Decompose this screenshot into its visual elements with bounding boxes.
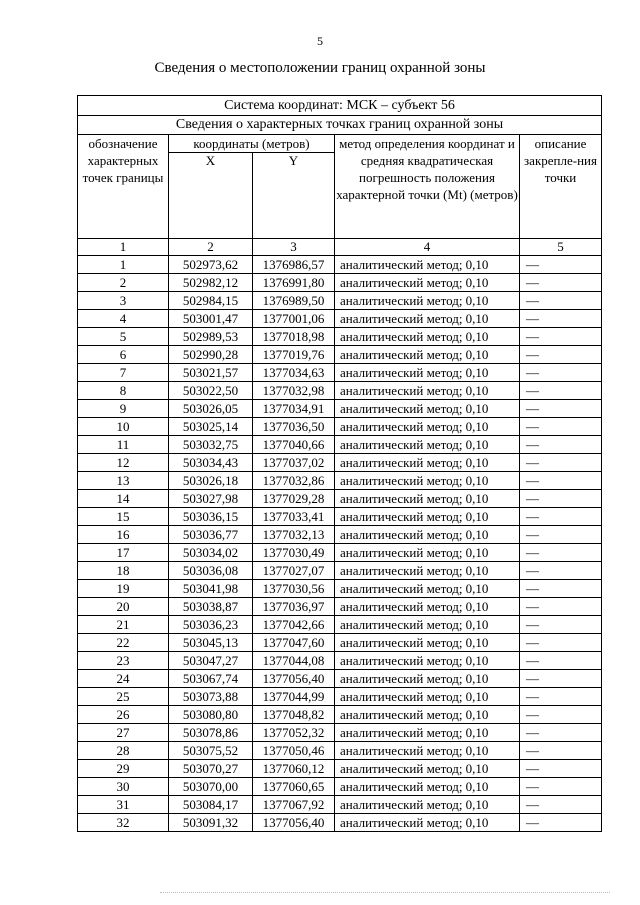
point-number-cell: 13 [78,472,169,490]
method-cell: аналитический метод; 0,10 [335,364,520,382]
point-number-cell: 28 [78,742,169,760]
y-header: Y [253,153,335,239]
y-coordinate-cell: 1377047,60 [253,634,335,652]
document-title: Сведения о местоположении границ охранной зоны [154,60,486,76]
table-row [78,256,602,274]
point-number-cell: 12 [78,454,169,472]
table-row [78,274,602,292]
point-number-cell: 26 [78,706,169,724]
y-coordinate-cell: 1377032,86 [253,472,335,490]
x-coordinate-cell: 503047,27 [169,652,253,670]
fixing-description-cell: — [520,580,602,598]
table-row [78,814,602,832]
method-cell: аналитический метод; 0,10 [335,454,520,472]
point-number-cell: 20 [78,598,169,616]
fixing-description-cell: — [520,562,602,580]
x-coordinate-cell: 503022,50 [169,382,253,400]
method-cell: аналитический метод; 0,10 [335,562,520,580]
fixing-description-cell: — [520,472,602,490]
y-coordinate-cell: 1377037,02 [253,454,335,472]
method-cell: аналитический метод; 0,10 [335,670,520,688]
table-row [78,670,602,688]
y-coordinate-cell: 1376991,80 [253,274,335,292]
fixing-description-cell: — [520,454,602,472]
table-row [78,490,602,508]
y-coordinate-cell: 1377036,50 [253,418,335,436]
method-cell: аналитический метод; 0,10 [335,616,520,634]
method-cell: аналитический метод; 0,10 [335,760,520,778]
fixing-description-cell: — [520,310,602,328]
point-number-cell: 22 [78,634,169,652]
y-coordinate-cell: 1377032,98 [253,382,335,400]
point-number-cell: 21 [78,616,169,634]
method-cell: аналитический метод; 0,10 [335,508,520,526]
table-row [78,454,602,472]
y-coordinate-cell: 1377044,99 [253,688,335,706]
fixing-description-cell: — [520,760,602,778]
x-coordinate-cell: 503036,08 [169,562,253,580]
y-coordinate-cell: 1376989,50 [253,292,335,310]
method-cell: аналитический метод; 0,10 [335,346,520,364]
fixing-description-cell: — [520,508,602,526]
y-coordinate-cell: 1377027,07 [253,562,335,580]
point-number-cell: 5 [78,328,169,346]
fixing-description-cell: — [520,688,602,706]
coordinates-header: координаты (метров) [169,135,335,153]
method-cell: аналитический метод; 0,10 [335,688,520,706]
x-coordinate-cell: 503038,87 [169,598,253,616]
x-coordinate-cell: 503021,57 [169,364,253,382]
x-coordinate-cell: 503025,14 [169,418,253,436]
points-info-header: Сведения о характерных точках границ охранной зоны [78,116,602,135]
fixing-description-cell: — [520,670,602,688]
table-row [78,580,602,598]
table-row [78,688,602,706]
table-row [78,778,602,796]
y-coordinate-cell: 1377060,12 [253,760,335,778]
table-row [78,724,602,742]
method-cell: аналитический метод; 0,10 [335,544,520,562]
point-number-cell: 27 [78,724,169,742]
point-number-cell: 32 [78,814,169,832]
fixing-description-cell: — [520,598,602,616]
x-coordinate-cell: 503034,02 [169,544,253,562]
y-coordinate-cell: 1377030,56 [253,580,335,598]
point-number-cell: 7 [78,364,169,382]
fixing-description-cell: — [520,616,602,634]
x-coordinate-cell: 503036,23 [169,616,253,634]
coordinates-table [77,95,602,832]
fixing-description-cell: — [520,490,602,508]
method-cell: аналитический метод; 0,10 [335,328,520,346]
table-row [78,382,602,400]
table-row [78,346,602,364]
point-number-cell: 6 [78,346,169,364]
table-row [78,760,602,778]
method-cell: аналитический метод; 0,10 [335,580,520,598]
x-coordinate-cell: 503041,98 [169,580,253,598]
table-row [78,562,602,580]
y-coordinate-cell: 1377056,40 [253,814,335,832]
x-coordinate-cell: 503026,18 [169,472,253,490]
y-coordinate-cell: 1377056,40 [253,670,335,688]
fixing-description-cell: — [520,418,602,436]
column-number: 3 [253,239,335,256]
method-header: метод определения координат и средняя квадратическая погрешность положения характерной точки (Mt) (метров) [335,135,520,239]
x-coordinate-cell: 503001,47 [169,310,253,328]
method-cell: аналитический метод; 0,10 [335,400,520,418]
method-cell: аналитический метод; 0,10 [335,256,520,274]
fixing-description-cell: — [520,256,602,274]
x-coordinate-cell: 503045,13 [169,634,253,652]
point-number-cell: 10 [78,418,169,436]
fixing-description-cell: — [520,346,602,364]
table-row [78,526,602,544]
x-coordinate-cell: 503070,27 [169,760,253,778]
x-coordinate-cell: 502982,12 [169,274,253,292]
point-number-cell: 23 [78,652,169,670]
x-coordinate-cell: 502973,62 [169,256,253,274]
fixing-description-header: описание закрепле-ния точки [520,135,602,239]
x-coordinate-cell: 503067,74 [169,670,253,688]
point-number-cell: 25 [78,688,169,706]
y-coordinate-cell: 1377040,66 [253,436,335,454]
method-cell: аналитический метод; 0,10 [335,382,520,400]
point-number-cell: 15 [78,508,169,526]
method-cell: аналитический метод; 0,10 [335,472,520,490]
method-cell: аналитический метод; 0,10 [335,706,520,724]
y-coordinate-cell: 1377044,08 [253,652,335,670]
table-row [78,616,602,634]
x-header: X [169,153,253,239]
method-cell: аналитический метод; 0,10 [335,490,520,508]
y-coordinate-cell: 1377032,13 [253,526,335,544]
x-coordinate-cell: 502989,53 [169,328,253,346]
fixing-description-cell: — [520,544,602,562]
table-row [78,652,602,670]
table-row [78,418,602,436]
table-row [78,364,602,382]
table-row [78,310,602,328]
point-number-cell: 8 [78,382,169,400]
fixing-description-cell: — [520,778,602,796]
fixing-description-cell: — [520,526,602,544]
fixing-description-cell: — [520,742,602,760]
table-row [78,598,602,616]
table-row [78,400,602,418]
fixing-description-cell: — [520,382,602,400]
column-number: 5 [520,239,602,256]
fixing-description-cell: — [520,724,602,742]
point-number-cell: 14 [78,490,169,508]
method-cell: аналитический метод; 0,10 [335,814,520,832]
x-coordinate-cell: 503073,88 [169,688,253,706]
fixing-description-cell: — [520,274,602,292]
column-number: 4 [335,239,520,256]
page-number: 5 [317,34,323,48]
fixing-description-cell: — [520,814,602,832]
table-body [78,256,602,832]
fixing-description-cell: — [520,796,602,814]
y-coordinate-cell: 1377036,97 [253,598,335,616]
x-coordinate-cell: 503027,98 [169,490,253,508]
y-coordinate-cell: 1377018,98 [253,328,335,346]
point-number-cell: 31 [78,796,169,814]
point-number-cell: 16 [78,526,169,544]
method-cell: аналитический метод; 0,10 [335,652,520,670]
point-number-cell: 18 [78,562,169,580]
method-cell: аналитический метод; 0,10 [335,724,520,742]
y-coordinate-cell: 1377048,82 [253,706,335,724]
table-row [78,328,602,346]
column-number: 2 [169,239,253,256]
x-coordinate-cell: 503080,80 [169,706,253,724]
y-coordinate-cell: 1377034,91 [253,400,335,418]
method-cell: аналитический метод; 0,10 [335,634,520,652]
y-coordinate-cell: 1377050,46 [253,742,335,760]
y-coordinate-cell: 1377019,76 [253,346,335,364]
table-row [78,436,602,454]
x-coordinate-cell: 503036,77 [169,526,253,544]
x-coordinate-cell: 503034,43 [169,454,253,472]
y-coordinate-cell: 1377029,28 [253,490,335,508]
y-coordinate-cell: 1377052,32 [253,724,335,742]
point-number-cell: 4 [78,310,169,328]
x-coordinate-cell: 503078,86 [169,724,253,742]
table-row [78,472,602,490]
table-row [78,292,602,310]
point-number-cell: 3 [78,292,169,310]
point-number-cell: 9 [78,400,169,418]
coordinate-system-header: Система координат: МСК – субъект 56 [78,96,602,116]
method-cell: аналитический метод; 0,10 [335,292,520,310]
point-number-cell: 24 [78,670,169,688]
y-coordinate-cell: 1377030,49 [253,544,335,562]
point-number-cell: 30 [78,778,169,796]
y-coordinate-cell: 1377001,06 [253,310,335,328]
x-coordinate-cell: 503091,32 [169,814,253,832]
y-coordinate-cell: 1377060,65 [253,778,335,796]
fixing-description-cell: — [520,292,602,310]
point-number-cell: 29 [78,760,169,778]
fixing-description-cell: — [520,706,602,724]
fixing-description-cell: — [520,364,602,382]
table-row [78,796,602,814]
point-designation-header: обозначение характерных точек границы [78,135,169,239]
fixing-description-cell: — [520,652,602,670]
point-number-cell: 19 [78,580,169,598]
x-coordinate-cell: 503070,00 [169,778,253,796]
x-coordinate-cell: 502984,15 [169,292,253,310]
y-coordinate-cell: 1377042,66 [253,616,335,634]
method-cell: аналитический метод; 0,10 [335,598,520,616]
table-row [78,706,602,724]
y-coordinate-cell: 1377067,92 [253,796,335,814]
method-cell: аналитический метод; 0,10 [335,742,520,760]
fixing-description-cell: — [520,436,602,454]
table-row [78,508,602,526]
fixing-description-cell: — [520,400,602,418]
x-coordinate-cell: 503026,05 [169,400,253,418]
method-cell: аналитический метод; 0,10 [335,436,520,454]
x-coordinate-cell: 503075,52 [169,742,253,760]
page-edge-marks [160,892,610,897]
x-coordinate-cell: 502990,28 [169,346,253,364]
y-coordinate-cell: 1377033,41 [253,508,335,526]
x-coordinate-cell: 503032,75 [169,436,253,454]
x-coordinate-cell: 503036,15 [169,508,253,526]
y-coordinate-cell: 1377034,63 [253,364,335,382]
method-cell: аналитический метод; 0,10 [335,418,520,436]
method-cell: аналитический метод; 0,10 [335,778,520,796]
method-cell: аналитический метод; 0,10 [335,526,520,544]
fixing-description-cell: — [520,328,602,346]
point-number-cell: 2 [78,274,169,292]
point-number-cell: 11 [78,436,169,454]
table-row [78,544,602,562]
point-number-cell: 17 [78,544,169,562]
table-row [78,634,602,652]
x-coordinate-cell: 503084,17 [169,796,253,814]
point-number-cell: 1 [78,256,169,274]
method-cell: аналитический метод; 0,10 [335,796,520,814]
table-row [78,742,602,760]
method-cell: аналитический метод; 0,10 [335,274,520,292]
fixing-description-cell: — [520,634,602,652]
y-coordinate-cell: 1376986,57 [253,256,335,274]
method-cell: аналитический метод; 0,10 [335,310,520,328]
column-number: 1 [78,239,169,256]
